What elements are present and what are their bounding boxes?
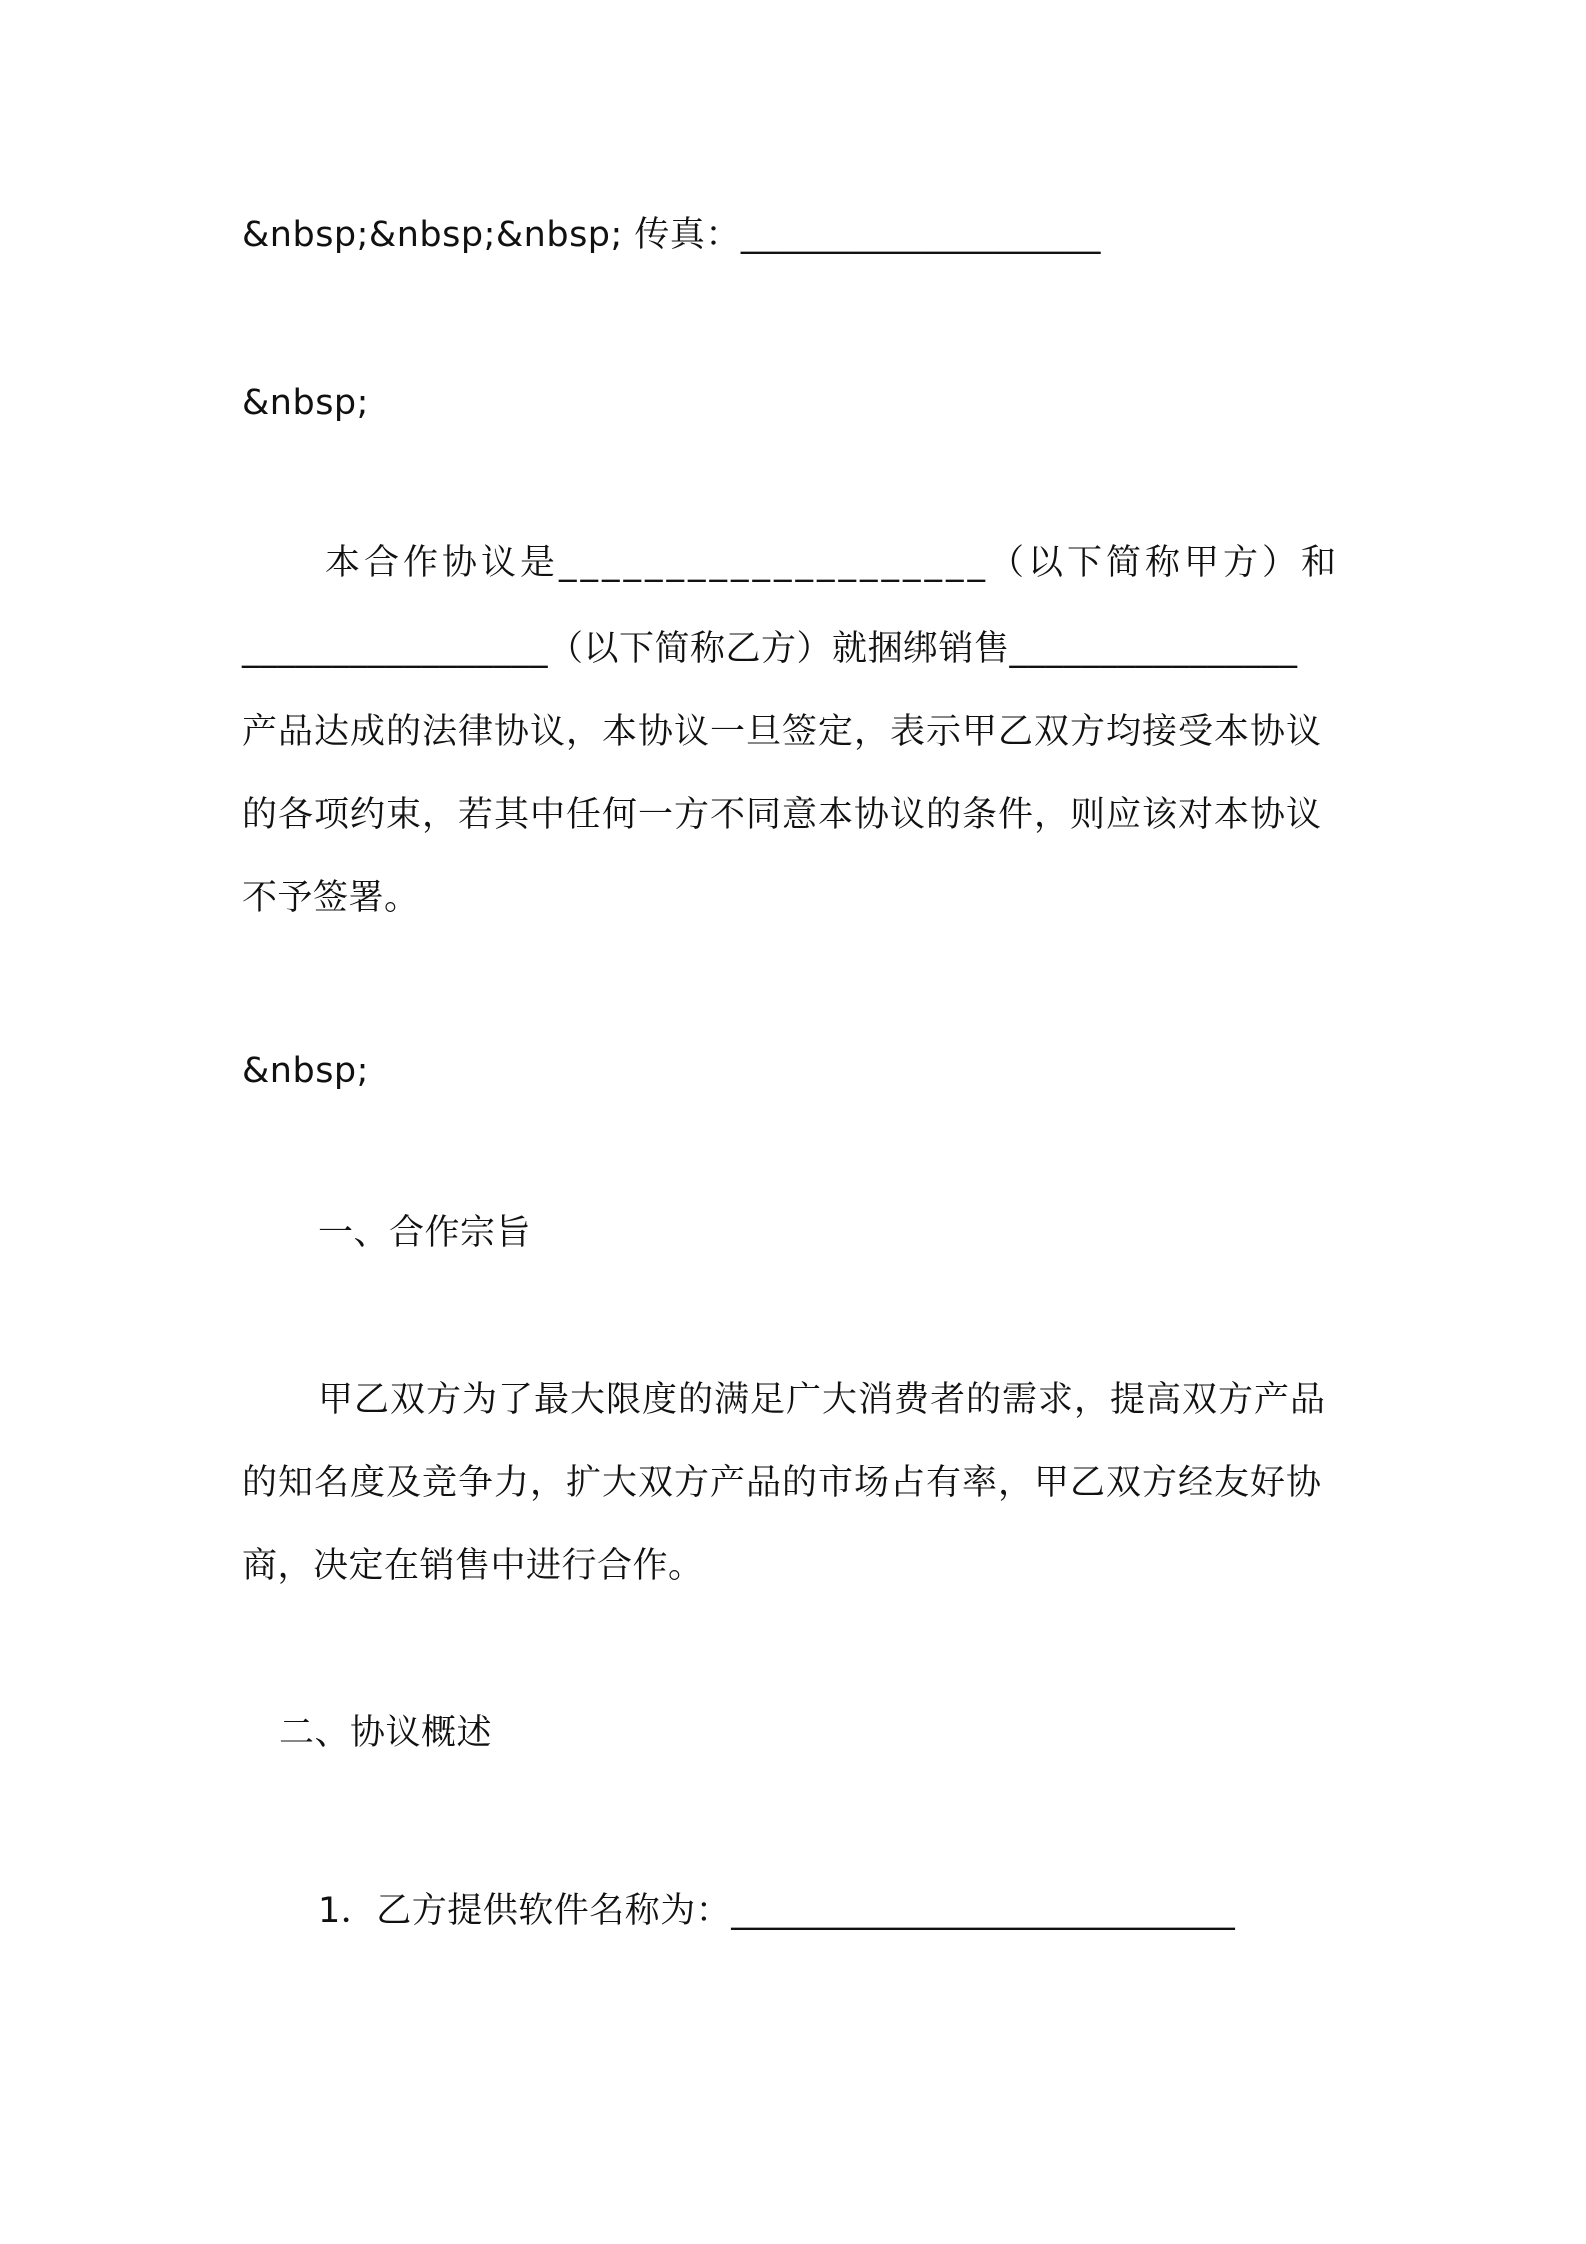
blank-line: &nbsp; [242, 383, 369, 423]
section1-line-3: 商，决定在销售中进行合作。 [242, 1546, 704, 1586]
section2-item-1: 1．乙方提供软件名称为：____________________________ [318, 1891, 1236, 1931]
intro-line-1: 本合作协议是____________________（以下简称甲方）和 [325, 543, 1341, 583]
intro-line-3: 产品达成的法律协议，本协议一旦签定，表示甲乙双方均接受本协议 [242, 712, 1323, 752]
section1-line-1: 甲乙双方为了最大限度的满足广大消费者的需求，提高双方产品 [318, 1380, 1327, 1420]
intro-line-4: 的各项约束，若其中任何一方不同意本协议的条件，则应该对本协议 [242, 795, 1323, 835]
section1-line-2: 的知名度及竞争力，扩大双方产品的市场占有率，甲乙双方经友好协 [242, 1463, 1323, 1503]
blank-line: &nbsp; [242, 1051, 369, 1091]
intro-line-2: _________________（以下简称乙方）就捆绑销售________________ [242, 629, 1298, 669]
section-heading: 二、协议概述 [279, 1713, 493, 1753]
section-heading: 一、合作宗旨 [318, 1213, 532, 1253]
fax-line: &nbsp;&nbsp;&nbsp; 传真：____________________ [242, 215, 1101, 255]
intro-line-5: 不予签署。 [242, 878, 420, 918]
